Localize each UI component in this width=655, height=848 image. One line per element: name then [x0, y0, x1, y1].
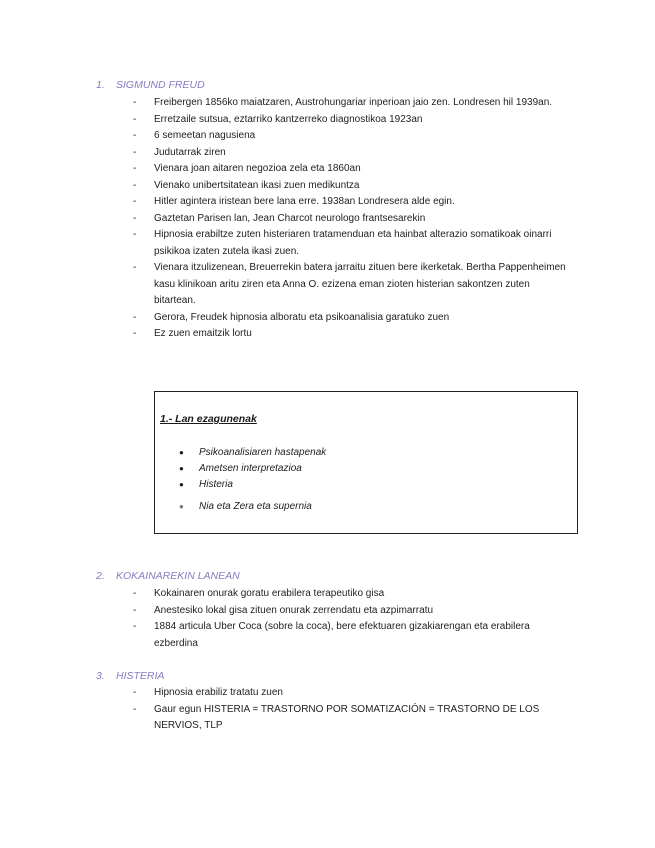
list-item: - Anestesiko lokal gisa zituen onurak zerrendatu eta azpimarratu	[133, 603, 573, 620]
list-item: - Gaur egun HISTERIA = TRASTORNO POR SOMATIZACIÓN = TRASTORNO DE LOS NERVIOS, TLP	[133, 702, 573, 735]
section-number: 1.	[96, 79, 105, 91]
list-item: - Judutarrak ziren	[133, 145, 573, 162]
known-works-box	[154, 391, 578, 534]
list-item: - Hipnosia erabiltze zuten histeriaren tratamenduan eta hainbat alterazio somatikoak oinarri psikikoa izaten zutela ikasi zuen.	[133, 227, 573, 260]
list-item: - Vienako unibertsitatean ikasi zuen medikuntza	[133, 178, 573, 195]
list-item: - Vienara itzulizenean, Breuerrekin batera jarraitu zituen bere ikerketak. Bertha Pappenheimen kasu klinikoan aritu ziren eta Anna O. ezizena eman zioten histerian sakontzen zuten bitartean.	[133, 260, 573, 310]
box-title: 1.- Lan ezagunenak	[160, 413, 257, 425]
section-number: 2.	[96, 570, 105, 582]
list-item: - Kokainaren onurak goratu erabilera terapeutiko gisa	[133, 586, 573, 603]
known-works-list	[179, 445, 326, 515]
section-heading-kokainarekin-lanean	[96, 570, 240, 582]
section-title: HISTERIA	[116, 670, 165, 682]
list-item: - Erretzaile sutsua, eztarriko kantzerreko diagnostikoa 1923an	[133, 112, 573, 129]
list-item: - 1884 articula Uber Coca (sobre la coca), bere efektuaren gizakiarengan eta erabilera ezberdina	[133, 619, 573, 652]
section-number: 3.	[96, 670, 105, 682]
section-title: SIGMUND FREUD	[116, 79, 205, 91]
list-item: ● Histeria	[179, 477, 326, 493]
list-item: - Gerora, Freudek hipnosia alboratu eta psikoanalisia garatuko zuen	[133, 310, 573, 327]
list-item: - Ez zuen emaitzik lortu	[133, 326, 573, 343]
list-item: - Gaztetan Parisen lan, Jean Charcot neurologo frantsesarekin	[133, 211, 573, 228]
list-item: ● Ametsen interpretazioa	[179, 461, 326, 477]
section-3-list	[133, 685, 573, 735]
section-heading-histeria	[96, 670, 164, 682]
list-item: - Hitler agintera iristean bere lana erre. 1938an Londresera alde egin.	[133, 194, 573, 211]
list-item: - Hipnosia erabiliz tratatu zuen	[133, 685, 573, 702]
section-heading-sigmund-freud	[96, 79, 205, 91]
section-1-list	[133, 95, 573, 343]
list-item: - Vienara joan aitaren negozioa zela eta 1860an	[133, 161, 573, 178]
list-item: ● Psikoanalisiaren hastapenak	[179, 445, 326, 461]
section-2-list	[133, 586, 573, 652]
list-item: ● Nia eta Zera eta supernia	[179, 499, 326, 515]
list-item: - Freibergen 1856ko maiatzaren, Austrohungariar inperioan jaio zen. Londresen hil 1939an.	[133, 95, 573, 112]
list-item: - 6 semeetan nagusiena	[133, 128, 573, 145]
section-title: KOKAINAREKIN LANEAN	[116, 570, 240, 582]
